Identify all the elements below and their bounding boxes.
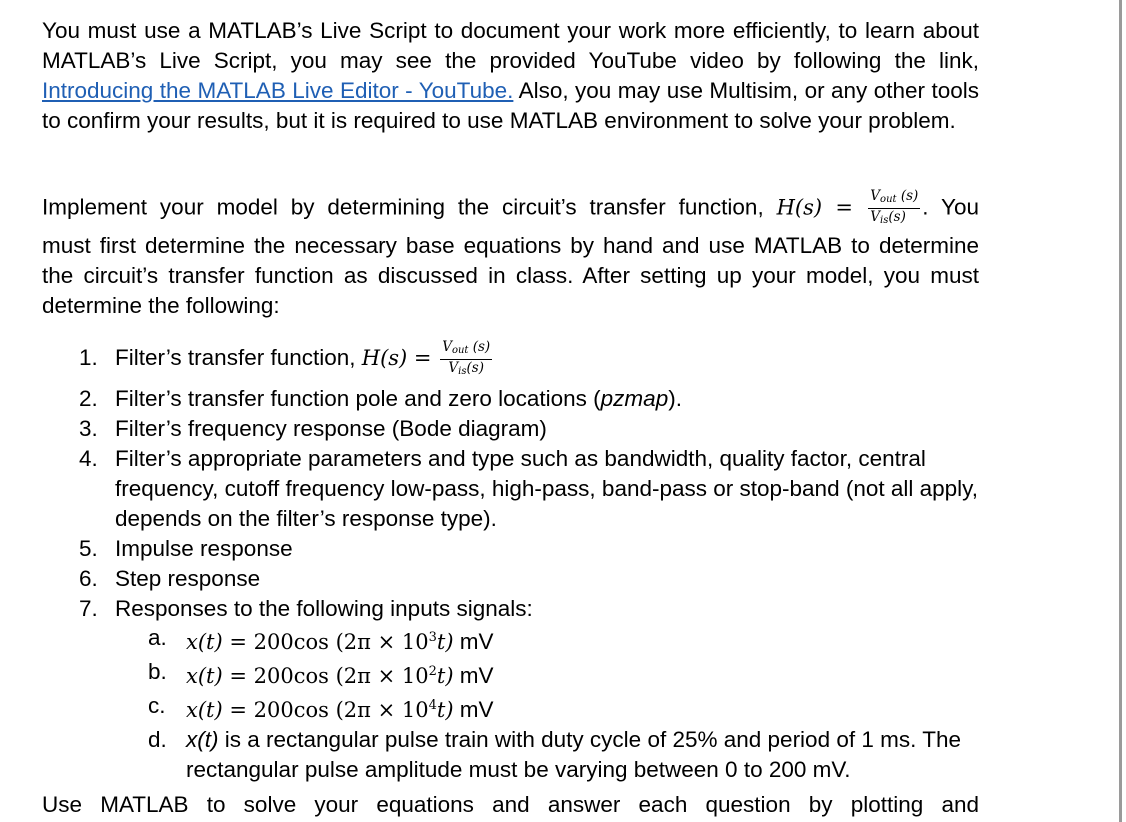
list-item: 4. Filter’s appropriate parameters and type such as bandwidth, quality factor, central frequency, cutoff frequency low-pass, high-pass, band-pass or stop-band (not all apply, depends on the filter’s response type). [79,446,978,531]
list-item: 3. Filter’s frequency response (Bode diagram) [79,416,547,441]
requirements-list [79,338,979,624]
list-item: d. x(t) is a rectangular pulse train with duty cycle of 25% and period of 1 ms. The rectangular pulse amplitude must be varying between 0 to 200 mV. [148,727,961,782]
intro-text-2: Also, you may use Multisim, or any other tools to confirm your results, but it is required to use MATLAB environment to solve your problem. [42,78,979,133]
implement-paragraph [42,231,979,321]
list-item: b. x(t) = 200cos $(2\pi \times 10^2t)$ mV [148,659,494,688]
implement-text-1: Implement your model by determining the circuit’s transfer function, [42,194,777,220]
intro-text-1: You must use a MATLAB’s Live Script to document your work more efficiently, to learn about MATLAB’s Live Script, you may see the provided YouTube video by following the link, [42,18,979,73]
implement-text-3: must first determine the necessary base equations by hand and use MATLAB to determine the circuit’s transfer function as discussed in class. After setting up your model, you must determine the following: [42,233,979,318]
youtube-link[interactable]: Introducing the MATLAB Live Editor - YouTube. [42,78,514,103]
transfer-function-fraction: $\frac{V_{out} (s)}{V_{is}(s)}$ [442,338,491,377]
transfer-function-fraction: $\frac{V_{out} (s)}{V_{is}(s)}$ [870,188,919,226]
list-item: c. x(t) = 200cos $(2\pi \times 10^4t)$ mV [148,693,494,722]
transfer-function-symbol: H(s) = [776,195,867,220]
implement-line-1 [42,188,979,229]
closing-text: Use MATLAB to solve your equations and answer each question by plotting and [42,792,979,817]
list-item: 2. Filter’s transfer function pole and zero locations (pzmap). [79,386,682,411]
list-item: 5. Impulse response [79,536,293,561]
list-item: 6. Step response [79,566,261,591]
list-item: a. x(t) = 200cos $(2\pi \times 10^3t)$ mV [148,625,494,654]
list-item: 1. Filter’s transfer function, H(s) = $\frac{V_{out} (s)}{V_{is}(s)}$ [79,338,979,384]
intro-paragraph [42,16,979,136]
closing-paragraph [42,790,979,820]
input-signals-list [148,623,988,785]
page-edge [1119,0,1122,822]
implement-text-2: . You [922,194,979,220]
list-item: 7. Responses to the following inputs signals: [79,596,533,621]
